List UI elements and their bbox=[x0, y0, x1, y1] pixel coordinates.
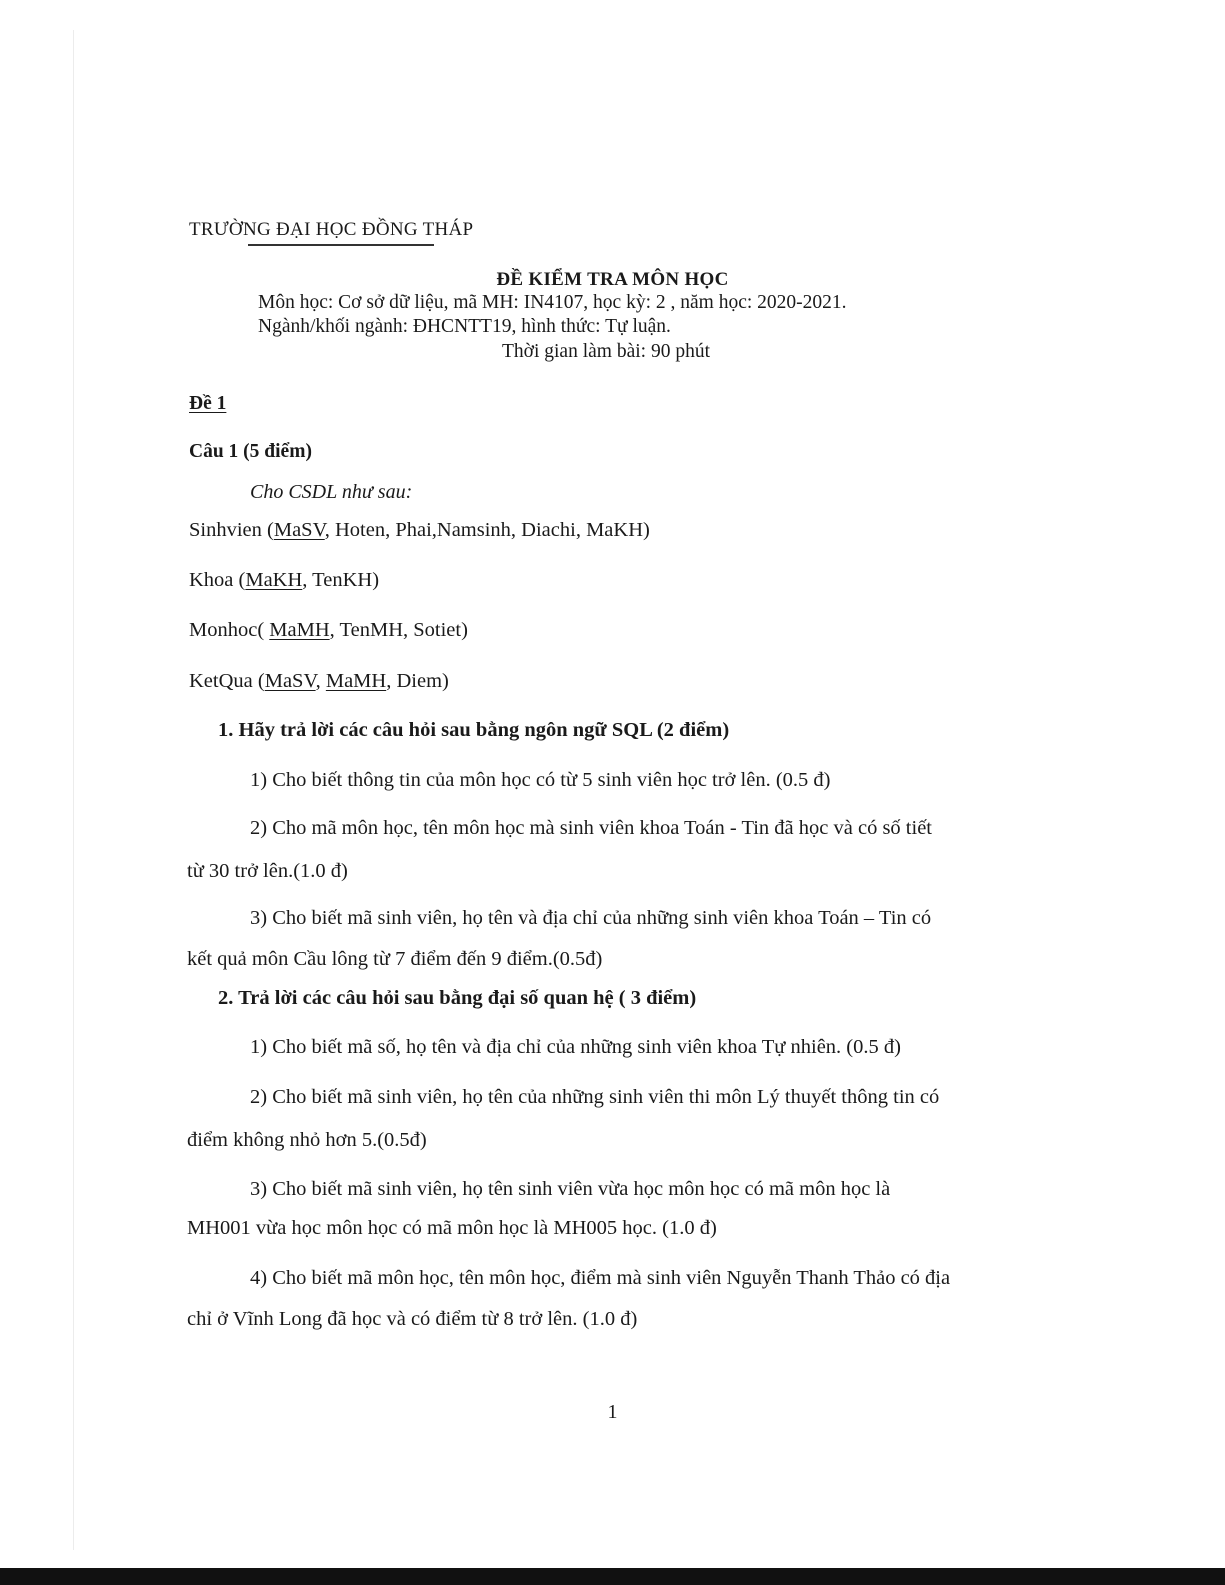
exam-version-label: Đề 1 bbox=[189, 393, 227, 414]
schema-intro: Cho CSDL như sau: bbox=[250, 481, 413, 503]
page-number: 1 bbox=[607, 1401, 618, 1423]
sql-question-2-continued: từ 30 trở lên.(1.0 đ) bbox=[187, 860, 348, 882]
scan-edge-line bbox=[73, 30, 74, 1550]
question-1-title: Câu 1 (5 điểm) bbox=[189, 441, 312, 462]
school-name-underline bbox=[248, 244, 434, 246]
algebra-question-3: 3) Cho biết mã sinh viên, họ tên sinh viên vừa học môn học có mã môn học là bbox=[250, 1178, 891, 1200]
time-limit-line: Thời gian làm bài: 90 phút bbox=[502, 341, 710, 362]
algebra-question-3-continued: MH001 vừa học môn học có mã môn học là MH005 học. (1.0 đ) bbox=[187, 1217, 717, 1239]
algebra-question-4: 4) Cho biết mã môn học, tên môn học, điểm mà sinh viên Nguyễn Thanh Thảo có địa bbox=[250, 1267, 951, 1289]
schema-ketqua: KetQua (MaSV, MaMH, Diem) bbox=[189, 670, 449, 692]
course-info-line: Môn học: Cơ sở dữ liệu, mã MH: IN4107, học kỳ: 2 , năm học: 2020-2021. bbox=[258, 292, 847, 313]
sql-question-3: 3) Cho biết mã sinh viên, họ tên và địa chỉ của những sinh viên khoa Toán – Tin có bbox=[250, 907, 932, 929]
school-name: TRƯỜNG ĐẠI HỌC ĐỒNG THÁP bbox=[189, 219, 474, 240]
sql-question-2: 2) Cho mã môn học, tên môn học mà sinh viên khoa Toán - Tin đã học và có số tiết bbox=[250, 817, 932, 839]
program-info-line: Ngành/khối ngành: ĐHCNTT19, hình thức: Tự luận. bbox=[258, 316, 671, 337]
sql-question-3-continued: kết quả môn Cầu lông từ 7 điểm đến 9 điểm.(0.5đ) bbox=[187, 948, 603, 970]
primary-key: MaSV bbox=[264, 670, 316, 692]
exam-title: ĐỀ KIỂM TRA MÔN HỌC bbox=[496, 269, 729, 290]
schema-khoa: Khoa (MaKH, TenKH) bbox=[189, 569, 380, 591]
scan-bottom-edge bbox=[0, 1568, 1225, 1585]
primary-key: MaSV bbox=[273, 519, 325, 541]
sql-question-1: 1) Cho biết thông tin của môn học có từ 5 sinh viên học trở lên. (0.5 đ) bbox=[250, 769, 831, 791]
section-2-title: 2. Trả lời các câu hỏi sau bằng đại số quan hệ ( 3 điểm) bbox=[218, 987, 697, 1009]
algebra-question-4-continued: chỉ ở Vĩnh Long đã học và có điểm từ 8 trở lên. (1.0 đ) bbox=[187, 1308, 638, 1330]
algebra-question-1: 1) Cho biết mã số, họ tên và địa chỉ của những sinh viên khoa Tự nhiên. (0.5 đ) bbox=[250, 1036, 901, 1058]
schema-monhoc: Monhoc( MaMH, TenMH, Sotiet) bbox=[189, 619, 468, 641]
algebra-question-2-continued: điểm không nhỏ hơn 5.(0.5đ) bbox=[187, 1129, 427, 1151]
primary-key: MaMH bbox=[325, 670, 387, 692]
section-1-title: 1. Hãy trả lời các câu hỏi sau bằng ngôn ngữ SQL (2 điểm) bbox=[218, 719, 730, 741]
primary-key: MaKH bbox=[245, 569, 303, 591]
algebra-question-2: 2) Cho biết mã sinh viên, họ tên của những sinh viên thi môn Lý thuyết thông tin có bbox=[250, 1086, 940, 1108]
schema-sinhvien: Sinhvien (MaSV, Hoten, Phai,Namsinh, Diachi, MaKH) bbox=[189, 519, 650, 541]
primary-key: MaMH bbox=[269, 619, 330, 641]
